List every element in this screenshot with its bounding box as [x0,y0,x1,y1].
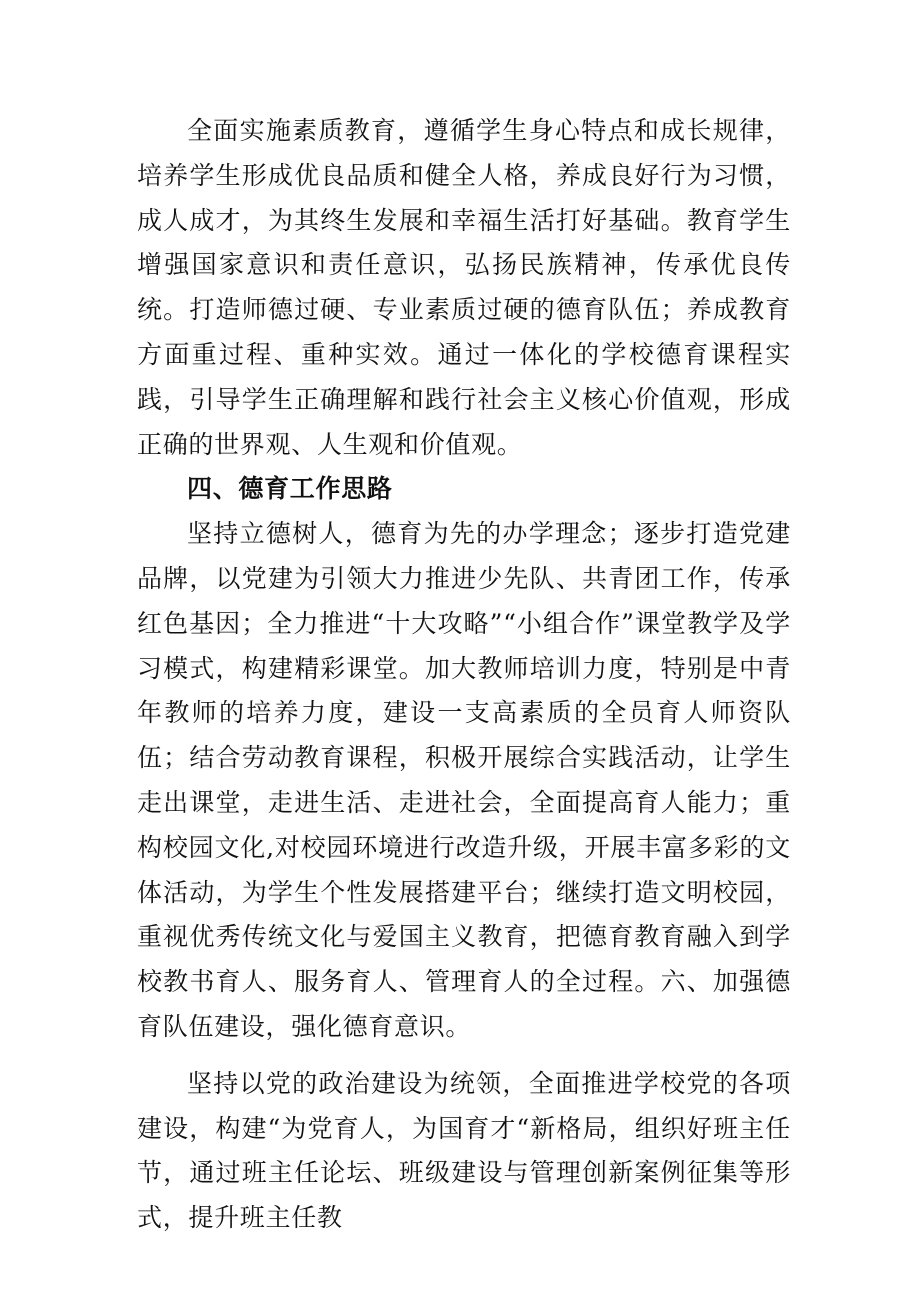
paragraph-gap [137,1050,791,1062]
document-page [137,109,791,1241]
paragraph-party-building: 坚持以党的政治建设为统领，全面推进学校党的各项建设，构建“为党育人，为国育才“新格局，组织好班主任节，通过班主任论坛、班级建设与管理创新案例征集等形式，提升班主任教 [137,1068,791,1233]
section-heading-moral-education-ideas: 四、德育工作思路 [187,474,393,504]
paragraph-quality-education: 全面实施素质教育，遵循学生身心特点和成长规律，培养学生形成优良品质和健全人格，养成良好行为习惯，成人成才，为其终生发展和幸福生活打好基础。教育学生增强国家意识和责任意识，弘扬民族精神，传承优良传统。打造师德过硬、专业素质过硬的德育队伍；养成教育方面重过程、重种实效。通过一体化的学校德育课程实践，引导学生正确理解和践行社会主义核心价值观，形成正确的世界观、人生观和价值观。 [137,116,791,459]
paragraph-moral-education-ideas: 坚持立德树人，德育为先的办学理念；逐步打造党建品牌，以党建为引领大力推进少先队、共青团工作，传承红色基因；全力推进“十大攻略”“小组合作”课堂教学及学习模式，构建精彩课堂。加大教师培训力度，特别是中青年教师的培养力度，建设一支高素质的全员育人师资队伍；结合劳动教育课程，积极开展综合实践活动，让学生走出课堂，走进生活、走进社会，全面提高育人能力；重构校园文化,对校园环境进行改造升级，开展丰富多彩的文体活动，为学生个性发展搭建平台；继续打造文明校园，重视优秀传统文化与爱国主义教育，把德育教育融入到学校教书育人、服务育人、管理育人的全过程。六、加强德育队伍建设，强化德育意识。 [137,519,791,1041]
